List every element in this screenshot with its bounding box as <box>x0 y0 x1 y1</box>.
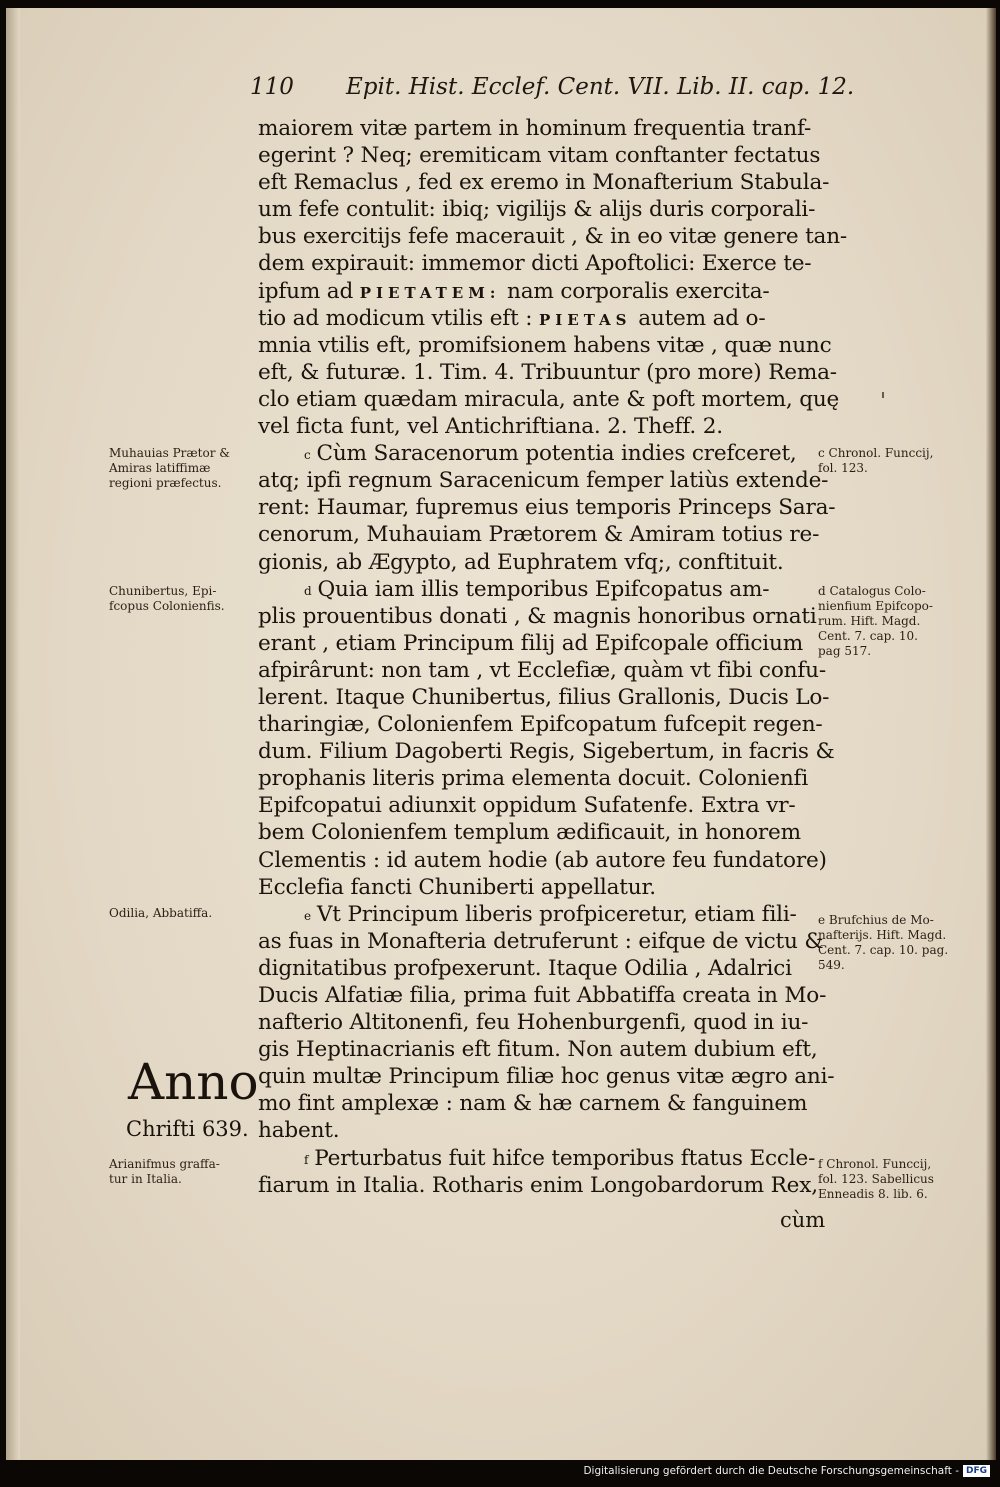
margin-line: pag 517. <box>818 644 872 658</box>
left-margin-note-arianismus <box>109 1157 269 1187</box>
text-line <box>258 305 833 332</box>
margin-line: Enneadis 8. lib. 6. <box>818 1187 928 1201</box>
text-line: Clementis : id autem hodie (ab autore feu fundatore) <box>258 847 827 873</box>
text-run: nam corporalis exercita- <box>507 278 770 304</box>
right-margin-note-e <box>818 913 988 973</box>
margin-line: Arianifmus graffa- <box>109 1157 220 1171</box>
text-line: plis prouentibus donati , & magnis honoribus ornati <box>258 603 817 629</box>
text-line: dem expirauit: immemor dicti Apoftolici: Exerce te- <box>258 251 812 277</box>
page-number: 110 <box>250 74 294 100</box>
right-margin-note-f <box>818 1157 988 1202</box>
margin-line: tur in Italia. <box>109 1172 182 1186</box>
margin-line: d Catalogus Colo- <box>818 584 926 598</box>
running-header <box>250 74 855 108</box>
text-line: bem Colonienfem templum ædificauit, in honorem <box>258 820 801 846</box>
footnote-mark-f: f <box>304 1152 309 1167</box>
text-line: bus exercitijs fefe macerauit , & in eo vitæ genere tan- <box>258 224 848 250</box>
margin-line: c Chronol. Funccij, <box>818 446 934 460</box>
text-run: ipfum ad <box>258 278 354 304</box>
text-line: mnia vtilis eft, promifsionem habens vitæ , quæ nunc <box>258 332 832 358</box>
margin-line: rum. Hift. Magd. <box>818 614 921 628</box>
text-line: atq; ipfi regnum Saracenicum femper latiùs extende- <box>258 468 829 494</box>
footnote-mark-d: d <box>304 583 312 598</box>
margin-line: Cent. 7. cap. 10. <box>818 629 918 643</box>
text-line: gis Heptinacrianis eft fitum. Non autem dubium eft, <box>258 1037 818 1063</box>
page-edge-shadow <box>986 8 996 1460</box>
margin-line: Amiras latiffimæ <box>109 461 211 475</box>
text-line: eft Remaclus , fed ex eremo in Monafterium Stabula- <box>258 170 830 196</box>
spaced-caps-word: PIETAS <box>538 310 632 329</box>
anno-year: Chrifti 639. <box>126 1117 249 1141</box>
text-line: habent. <box>258 1118 340 1144</box>
text-line: as fuas in Monafteria detruferunt : eifque de victu & <box>258 928 824 954</box>
margin-line: Chunibertus, Epi- <box>109 584 217 598</box>
text-line <box>258 440 833 467</box>
text-line: prophanis literis prima elementa docuit. Colonienfi <box>258 766 809 792</box>
left-margin-note-odilia <box>109 906 269 921</box>
text-line: nafterio Altitonenfi, feu Hohenburgenfi, quod in iu- <box>258 1010 809 1036</box>
footnote-mark-c: c <box>304 448 311 463</box>
text-line <box>258 278 833 305</box>
text-line: rent: Haumar, fupremus eius temporis Princeps Sara- <box>258 495 836 521</box>
text-line: Ducis Alfatiæ filia, prima fuit Abbatiffa creata in Mo- <box>258 983 827 1008</box>
left-margin-note-chunibertus <box>109 584 269 614</box>
right-margin-note-d <box>818 584 988 659</box>
text-line: gionis, ab Ægypto, ad Euphratem vfq;, conftituit. <box>258 549 784 575</box>
margin-line: Cent. 7. cap. 10. pag. <box>818 943 949 957</box>
footnote-mark-e: e <box>304 908 311 923</box>
dfg-logo: DFG <box>963 1465 990 1477</box>
text-line: um fefe contulit: ibiq; vigilijs & alijs duris corporali- <box>258 197 816 223</box>
text-line: dum. Filium Dagoberti Regis, Sigebertum, in facris & <box>258 739 835 765</box>
text-run: Vt Principum liberis profpiceretur, etiam fili- <box>316 901 797 927</box>
margin-line: 549. <box>818 958 845 972</box>
text-line: quin multæ Principum filiæ hoc genus vitæ ægro ani- <box>258 1064 835 1090</box>
margin-line: fcopus Colonienfis. <box>109 599 225 613</box>
text-line: lerent. Itaque Chunibertus, filius Grallonis, Ducis Lo- <box>258 684 830 710</box>
margin-line: regioni præfectus. <box>109 476 222 490</box>
text-line: cenorum, Muhauiam Prætorem & Amiram totius re- <box>258 522 820 548</box>
text-run: tio ad modicum vtilis eft : <box>258 305 533 331</box>
text-run: Perturbatus fuit hifce temporibus ftatus Eccle- <box>314 1145 816 1171</box>
text-line: tharingiæ, Colonienfem Epifcopatum fufcepit regen- <box>258 712 823 738</box>
anno-heading: Anno <box>128 1053 259 1111</box>
text-run: autem ad o- <box>638 305 766 331</box>
text-line: eft, & futuræ. 1. Tim. 4. Tribuuntur (pro more) Rema- <box>258 359 837 385</box>
text-line: vel ficta funt, vel Antichriftiana. 2. Theff. 2. <box>258 414 723 440</box>
page-gutter-shadow <box>6 8 20 1460</box>
text-line: Ecclefia fancti Chuniberti appellatur. <box>258 874 656 900</box>
text-line <box>258 1145 833 1172</box>
margin-line: e Brufchius de Mo- <box>818 913 934 927</box>
running-title: Epit. Hist. Ecclef. Cent. VII. Lib. II. cap. 12. <box>346 74 855 100</box>
left-margin-note-muhauias <box>109 446 269 491</box>
text-line: maiorem vitæ partem in hominum frequentia tranf- <box>258 116 812 141</box>
catchword: cùm <box>780 1208 826 1232</box>
margin-line: f Chronol. Funccij, <box>818 1157 932 1171</box>
text-line <box>258 576 833 603</box>
margin-line: Odilia, Abbatiffa. <box>109 906 213 920</box>
text-run: Cùm Saracenorum potentia indies crefceret, <box>316 441 797 467</box>
text-line <box>258 901 833 928</box>
text-line: clo etiam quædam miracula, ante & poft mortem, quę <box>258 386 840 412</box>
text-run: Quia iam illis temporibus Epifcopatus am- <box>317 576 770 602</box>
right-margin-note-c <box>818 446 988 476</box>
text-line: dignitatibus profpexerunt. Itaque Odilia , Adalrici <box>258 955 792 981</box>
margin-line: fol. 123. Sabellicus <box>818 1172 934 1186</box>
text-line: erant , etiam Principum filij ad Epifcopale officium <box>258 630 803 656</box>
text-line: afpirârunt: non tam , vt Ecclefiæ, quàm vt fibi confu- <box>258 657 826 683</box>
spaced-caps-word: PIETATEM: <box>359 283 501 302</box>
text-line: fiarum in Italia. Rotharis enim Longobardorum Rex, <box>258 1172 818 1198</box>
digitization-footer <box>520 1465 990 1483</box>
margin-line: fol. 123. <box>818 461 868 475</box>
margin-line: nafterijs. Hift. Magd. <box>818 928 947 942</box>
paper-speck <box>882 392 884 398</box>
margin-line: Muhauias Prætor & <box>109 446 230 460</box>
text-line: egerint ? Neq; eremiticam vitam conftanter fectatus <box>258 143 821 169</box>
footer-text: Digitalisierung gefördert durch die Deutsche Forschungsgemeinschaft - <box>583 1465 959 1477</box>
margin-line: nienfium Epifcopo- <box>818 599 933 613</box>
text-line: Epifcopatui adiunxit oppidum Sufatenfe. Extra vr- <box>258 793 796 819</box>
text-line: mo fint amplexæ : nam & hæ carnem & fanguinem <box>258 1091 808 1117</box>
